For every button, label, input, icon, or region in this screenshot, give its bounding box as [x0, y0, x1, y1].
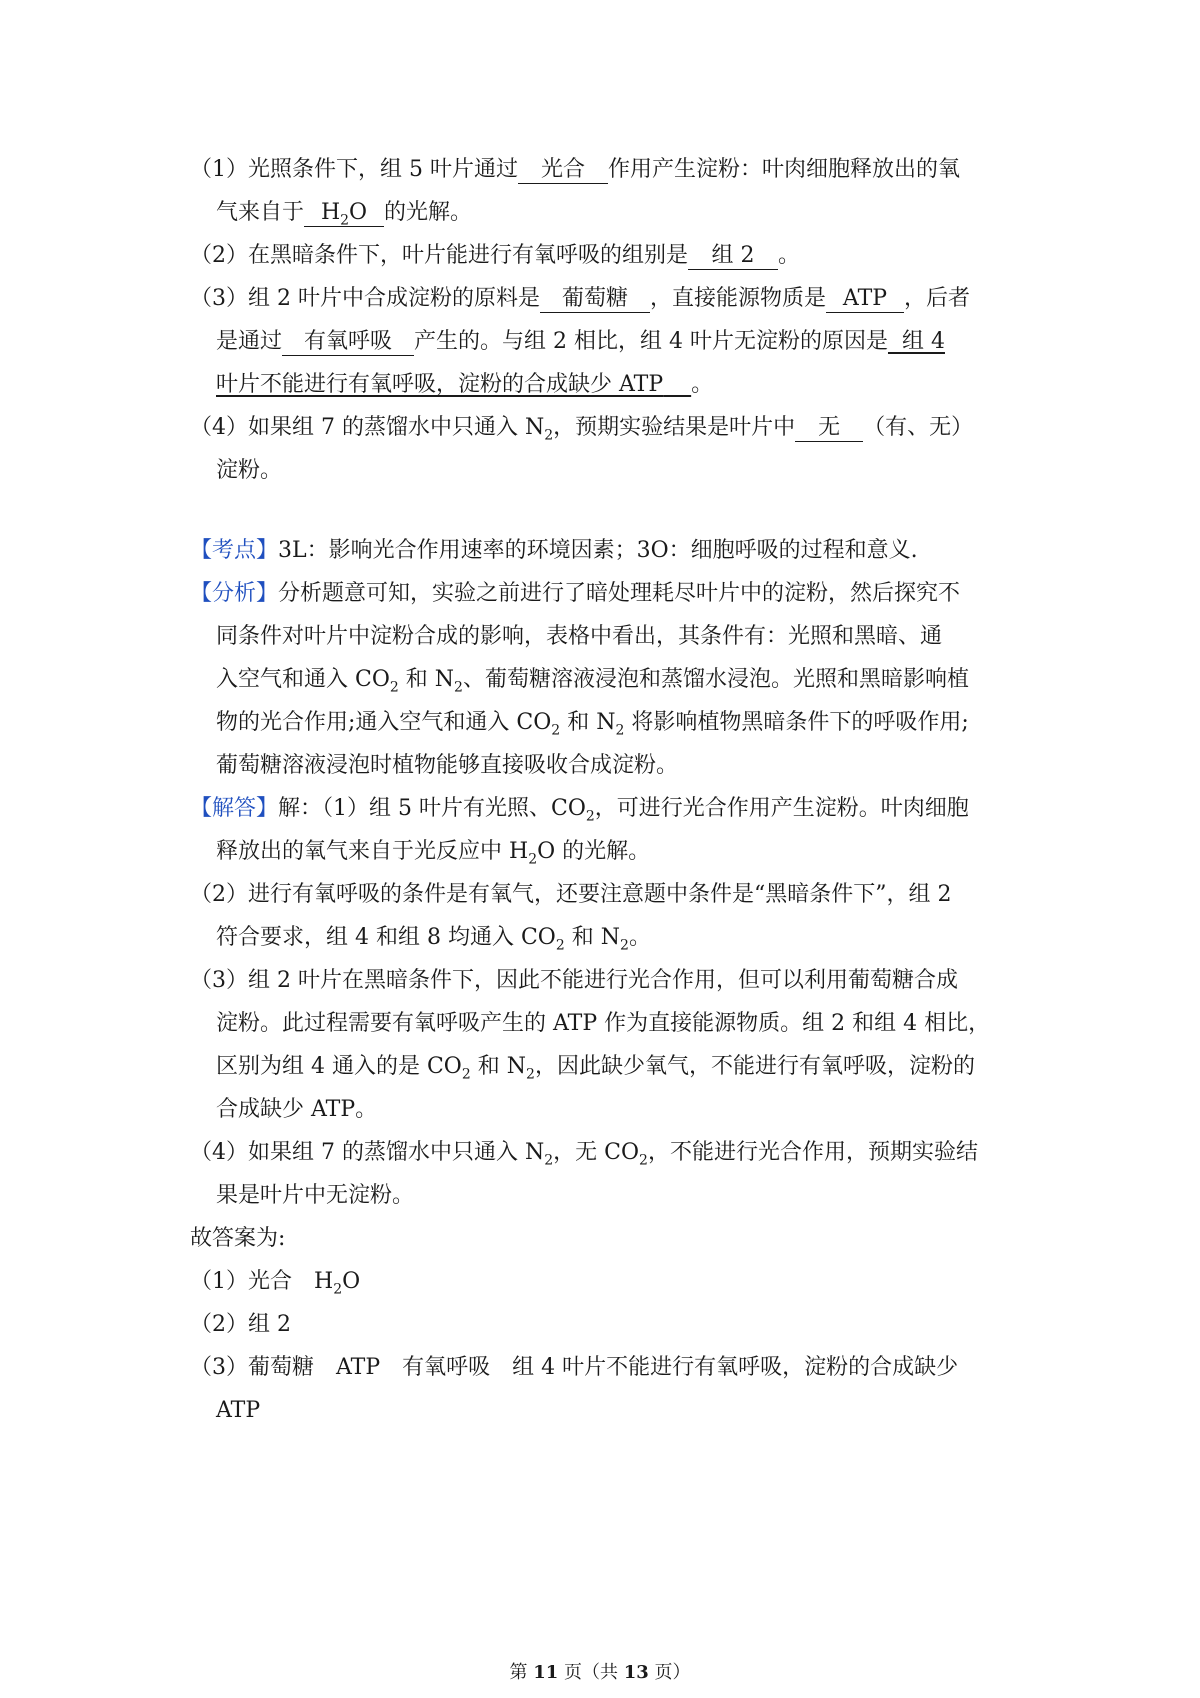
fenxi-line-5: 葡萄糖溶液浸泡时植物能够直接吸收合成淀粉。	[216, 753, 679, 778]
page-footer: 第 11 页（共 13 页）	[509, 1662, 691, 1683]
q1-line-1: （1）光照条件下，组 5 叶片通过 光合 作用产生淀粉：叶肉细胞释放出的氧	[190, 157, 960, 182]
q3-blank-4b: 叶片不能进行有氧呼吸，淀粉的合成缺少 ATP	[216, 372, 664, 397]
jieda-a2-line-1: （2）进行有氧呼吸的条件是有氧气，还要注意题中条件是“黑暗条件下”，组 2	[190, 882, 952, 907]
jieda-a4-line-1: （4）如果组 7 的蒸馏水中只通入 $N_2$，无 $CO_2$，不能进行光合作用，预期实验结	[190, 1140, 978, 1169]
q3-blank-4a: 组 4	[901, 329, 945, 354]
jieda-a3-line-1: （3）组 2 叶片在黑暗条件下，因此不能进行光合作用，但可以利用葡萄糖合成	[190, 968, 958, 993]
fenxi-line-1: 【分析】分析题意可知，实验之前进行了暗处理耗尽叶片中的淀粉，然后探究不	[190, 581, 961, 606]
kaodian-line: 【考点】3L：影响光合作用速率的环境因素；3O：细胞呼吸的过程和意义.	[190, 538, 918, 563]
answer-intro: 故答案为:	[190, 1226, 286, 1251]
fenxi-label: 【分析】	[190, 581, 279, 606]
page-number: 11	[533, 1662, 559, 1683]
q4-line-2: 淀粉。	[216, 458, 283, 483]
q1-line-2: 气来自于 $H_2O$ 的光解。	[216, 200, 473, 229]
fenxi-line-3: 入空气和通入 $CO_2$ 和 $N_2$、葡萄糖溶液浸泡和蒸馏水浸泡。光照和黑暗影响植	[216, 667, 969, 696]
q2-line: （2）在黑暗条件下，叶片能进行有氧呼吸的组别是 组 2 。	[190, 243, 801, 268]
q4-blank: 无	[795, 415, 863, 442]
q2-blank: 组 2	[688, 243, 778, 270]
q3-line-2: 是通过 有氧呼吸 产生的。与组 2 相比，组 4 叶片无淀粉的原因是 组 4	[216, 329, 945, 354]
jieda-line-2: 释放出的氧气来自于光反应中 $H_2O$ 的光解。	[216, 839, 651, 868]
q1-blank-2: $H_2O$	[304, 200, 384, 227]
q3-line-1: （3）组 2 叶片中合成淀粉的原料是 葡萄糖 ，直接能源物质是 ATP ，后者	[190, 286, 971, 311]
answer-row-3-cont: ATP	[216, 1398, 261, 1423]
q3-blank-2: ATP	[826, 286, 904, 313]
jieda-a4-line-2: 果是叶片中无淀粉。	[216, 1183, 415, 1208]
q1-blank-1: 光合	[518, 157, 608, 184]
jieda-label: 【解答】	[190, 796, 279, 821]
fenxi-line-4: 物的光合作用;通入空气和通入 $CO_2$ 和 $N_2$ 将影响植物黑暗条件下的呼吸作用;	[216, 710, 969, 739]
fenxi-line-2: 同条件对叶片中淀粉合成的影响，表格中看出，其条件有：光照和黑暗、通	[216, 624, 943, 649]
jieda-a3-line-4: 合成缺少 ATP。	[216, 1097, 378, 1122]
q3-blank-3: 有氧呼吸	[282, 329, 414, 356]
answer-row-2: （2）组 2	[190, 1312, 291, 1337]
q3-blank-1: 葡萄糖	[540, 286, 650, 313]
kaodian-label: 【考点】	[190, 538, 279, 563]
q3-line-3: 叶片不能进行有氧呼吸，淀粉的合成缺少 ATP 。	[216, 372, 714, 397]
jieda-line-1: 【解答】解：（1）组 5 叶片有光照、$CO_2$，可进行光合作用产生淀粉。叶肉细胞	[190, 796, 969, 825]
jieda-a3-line-3: 区别为组 4 通入的是 $CO_2$ 和 $N_2$，因此缺少氧气，不能进行有氧呼吸，淀粉的	[216, 1054, 975, 1083]
jieda-a3-line-2: 淀粉。此过程需要有氧呼吸产生的 ATP 作为直接能源物质。组 2 和组 4 相比，	[216, 1011, 991, 1036]
jieda-a2-line-2: 符合要求，组 4 和组 8 均通入 $CO_2$ 和 $N_2$。	[216, 925, 651, 954]
answer-row-1: （1）光合 $H_2O$	[190, 1269, 361, 1298]
q4-line-1: （4）如果组 7 的蒸馏水中只通入 $N_2$，预期实验结果是叶片中 无 （有、无）	[190, 415, 974, 444]
page-total: 13	[623, 1662, 649, 1683]
answer-row-3: （3）葡萄糖 ATP 有氧呼吸 组 4 叶片不能进行有氧呼吸，淀粉的合成缺少	[190, 1355, 959, 1380]
